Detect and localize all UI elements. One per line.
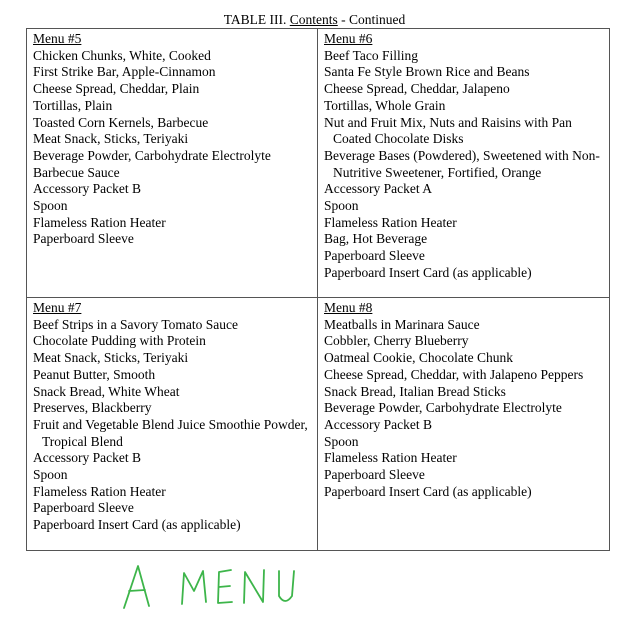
menu-cell-6: [318, 29, 610, 298]
menu-item: Tortillas, Whole Grain: [324, 97, 446, 113]
menu-item: Spoon: [33, 198, 68, 214]
menu-item: First Strike Bar, Apple-Cinnamon: [33, 64, 216, 80]
menu-item: Flameless Ration Heater: [324, 214, 457, 230]
caption-underlined: Contents: [289, 12, 338, 27]
table-row: [27, 29, 610, 298]
table-caption: [0, 12, 629, 28]
menu-cell-7: [27, 298, 318, 551]
menu-item: Accessory Packet B: [324, 416, 432, 432]
handwriting-letter-n: [244, 570, 264, 603]
menu-item: Flameless Ration Heater: [33, 483, 166, 499]
contents-table: [26, 28, 610, 551]
menu-item: Peanut Butter, Smooth: [33, 366, 156, 382]
menu-item: Beverage Powder, Carbohydrate Electrolyte: [324, 400, 562, 416]
menu-item: Toasted Corn Kernels, Barbecue: [33, 114, 209, 130]
caption-prefix: TABLE III.: [223, 12, 287, 27]
menu-item: Santa Fe Style Brown Rice and Beans: [324, 64, 530, 80]
menu-item: Paperboard Sleeve: [33, 500, 134, 516]
menu-item: Bag, Hot Beverage: [324, 231, 428, 247]
menu-item: Tortillas, Plain: [33, 97, 113, 113]
menu-title: Menu #5: [33, 31, 82, 46]
menu-item: Spoon: [324, 433, 359, 449]
handwriting-letter-m: [182, 571, 206, 604]
menu-item: Beef Taco Filling: [324, 47, 419, 63]
menu-item: Barbecue Sauce: [33, 164, 120, 180]
menu-item: Cheese Spread, Cheddar, Jalapeno: [324, 81, 510, 97]
menu-item: Paperboard Insert Card (as applicable): [33, 517, 241, 533]
menu-item: Fruit and Vegetable Blend Juice Smoothie Powder, Tropical Blend: [33, 416, 308, 449]
menu-item: Paperboard Sleeve: [324, 467, 425, 483]
caption-suffix: - Continued: [341, 12, 406, 27]
menu-item: Nut and Fruit Mix, Nuts and Raisins with Pan Coated Chocolate Disks: [324, 114, 572, 147]
menu-cell-8: [318, 298, 610, 551]
handwritten-annotation: [118, 558, 318, 618]
menu-item: Cheese Spread, Cheddar, Plain: [33, 81, 200, 97]
menu-item: Preserves, Blackberry: [33, 400, 152, 416]
menu-item: Paperboard Insert Card (as applicable): [324, 483, 532, 499]
menu-item: Beverage Powder, Carbohydrate Electrolyte: [33, 147, 271, 163]
table-row: [27, 298, 610, 551]
menu-item: Beef Strips in a Savory Tomato Sauce: [33, 316, 239, 332]
menu-item: Cobbler, Cherry Blueberry: [324, 333, 469, 349]
menu-item: Paperboard Sleeve: [33, 231, 134, 247]
menu-item: Flameless Ration Heater: [324, 450, 457, 466]
menu-item: Meat Snack, Sticks, Teriyaki: [33, 350, 189, 366]
menu-item: Oatmeal Cookie, Chocolate Chunk: [324, 350, 513, 366]
menu-cell-5: [27, 29, 318, 298]
menu-item: Chicken Chunks, White, Cooked: [33, 47, 211, 63]
menu-title: Menu #8: [324, 300, 373, 315]
menu-item: Cheese Spread, Cheddar, with Jalapeno Peppers: [324, 366, 584, 382]
menu-item: Chocolate Pudding with Protein: [33, 333, 206, 349]
handwriting-letter-a: [124, 566, 149, 608]
menu-item: Spoon: [33, 467, 68, 483]
menu-item: Spoon: [324, 198, 359, 214]
menu-item: Snack Bread, White Wheat: [33, 383, 180, 399]
menu-item: Meatballs in Marinara Sauce: [324, 316, 480, 332]
menu-item: Beverage Bases (Powdered), Sweetened with Non-Nutritive Sweetener, Fortified, Orange: [324, 147, 600, 180]
menu-item: Accessory Packet A: [324, 181, 432, 197]
menu-item: Accessory Packet B: [33, 181, 141, 197]
menu-title: Menu #6: [324, 31, 373, 46]
menu-item: Meat Snack, Sticks, Teriyaki: [33, 131, 189, 147]
menu-item: Snack Bread, Italian Bread Sticks: [324, 383, 506, 399]
menu-item: Paperboard Insert Card (as applicable): [324, 264, 532, 280]
menu-title: Menu #7: [33, 300, 82, 315]
menu-item: Flameless Ration Heater: [33, 214, 166, 230]
menu-item: Paperboard Sleeve: [324, 248, 425, 264]
menu-item: Accessory Packet B: [33, 450, 141, 466]
handwriting-strokes: [124, 566, 294, 608]
handwriting-letter-e: [218, 570, 232, 603]
handwriting-letter-u: [279, 571, 294, 601]
